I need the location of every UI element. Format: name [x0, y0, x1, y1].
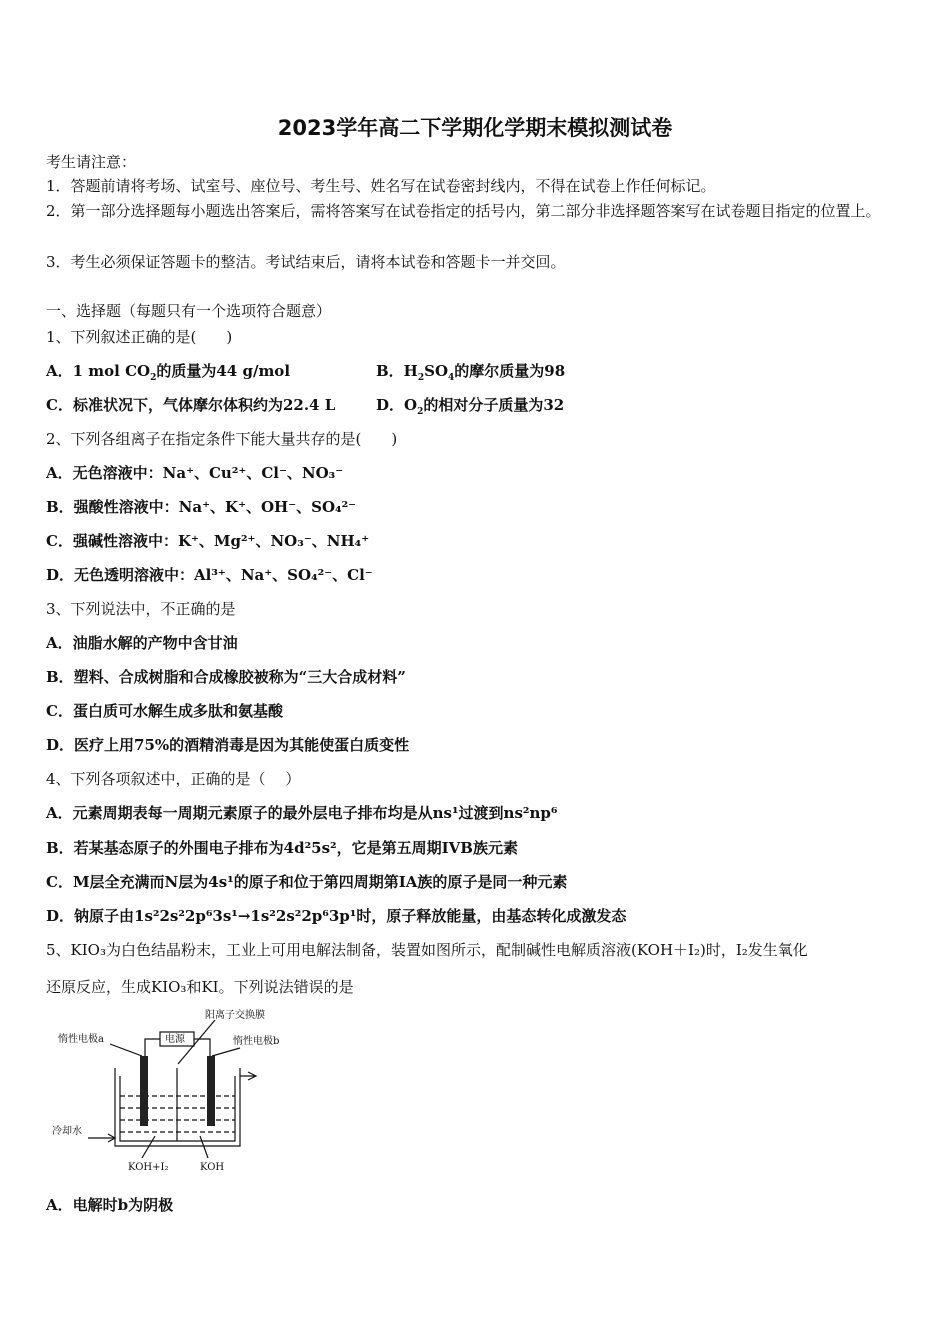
q1-option-d: D．$O_2$的相对分子质量为32: [376, 396, 565, 417]
q3-option-b: B．塑料、合成树脂和合成橡胶被称为“三大合成材料”: [46, 668, 406, 686]
q5-stem-line2: 还原反应，生成KIO₃和KI。下列说法错误的是: [46, 978, 354, 996]
q3-option-a: A．油脂水解的产物中含甘油: [46, 634, 238, 652]
electrode-a-label: 惰性电极a: [58, 1034, 104, 1045]
notice-item-3: 3．考生必须保证答题卡的整洁。考试结束后，请将本试卷和答题卡一并交回。: [46, 253, 566, 271]
power-label: 电源: [165, 1034, 185, 1045]
cooling-water-label: 冷却水: [52, 1126, 82, 1137]
q2-option-b: B．强酸性溶液中：Na⁺、K⁺、OH⁻、SO₄²⁻: [46, 498, 357, 516]
q4-option-d: D．钠原子由1s²2s²2p⁶3s¹→1s²2s²2p⁶3p¹时，原子释放能量，由基态转化成激发态: [46, 907, 627, 925]
q2-stem: 2、下列各组离子在指定条件下能大量共存的是( ): [46, 430, 398, 448]
q3-stem: 3、下列说法中，不正确的是: [46, 600, 236, 618]
right-solution-label: KOH: [200, 1162, 225, 1173]
q3-option-d: D．医疗上用75%的酒精消毒是因为其能使蛋白质变性: [46, 736, 410, 754]
notice-heading: 考生请注意：: [46, 153, 137, 171]
q4-option-a: A．元素周期表每一周期元素原子的最外层电子排布均是从ns¹过渡到ns²np⁶: [46, 804, 558, 822]
left-solution-label: KOH+I₂: [128, 1162, 169, 1173]
q2-option-c: C．强碱性溶液中：K⁺、Mg²⁺、NO₃⁻、NH₄⁺: [46, 532, 370, 550]
q1-stem: 1、下列叙述正确的是( ): [46, 328, 233, 346]
q5-option-a: A．电解时b为阴极: [46, 1196, 174, 1214]
electrode-b: [207, 1056, 215, 1126]
outlet-arrow-icon: [240, 1072, 256, 1080]
electrode-b-label: 惰性电极b: [233, 1036, 280, 1047]
electrode-a: [140, 1056, 148, 1126]
q1-option-c: C．标准状况下，气体摩尔体积约为22.4 L: [46, 396, 336, 414]
q2-option-a: A．无色溶液中：Na⁺、Cu²⁺、Cl⁻、NO₃⁻: [46, 464, 344, 482]
q4-option-b: B．若某基态原子的外围电子排布为4d²5s²，它是第五周期IVB族元素: [46, 839, 518, 857]
section-heading: 一、选择题（每题只有一个选项符合题意）: [46, 302, 332, 320]
electrolysis-apparatus-diagram: [50, 1008, 300, 1178]
q1-option-a: A．1 mol $CO_2$的质量为44 g/mol: [46, 362, 291, 383]
q4-option-c: C．M层全充满而N层为4s¹的原子和位于第四周期第ⅠA族的原子是同一种元素: [46, 873, 568, 891]
q1-option-b: B．$H_2SO_4$的摩尔质量为98: [376, 362, 566, 383]
q5-stem-line1: 5、KIO₃为白色结晶粉末，工业上可用电解法制备，装置如图所示，配制碱性电解质溶液(KOH＋I₂)时，I₂发生氧化: [46, 941, 808, 959]
q4-stem: 4、下列各项叙述中，正确的是（ ）: [46, 770, 301, 788]
page-title: 2023学年高二下学期化学期末模拟测试卷: [277, 116, 673, 140]
notice-item-2: 2．第一部分选择题每小题选出答案后，需将答案写在试卷指定的括号内，第二部分非选择题答案写在试卷题目指定的位置上。: [46, 202, 881, 220]
notice-item-1: 1．答题前请将考场、试室号、座位号、考生号、姓名写在试卷密封线内，不得在试卷上作任何标记。: [46, 177, 716, 195]
q2-option-d: D．无色透明溶液中：Al³⁺、Na⁺、SO₄²⁻、Cl⁻: [46, 566, 373, 584]
q3-option-c: C．蛋白质可水解生成多肽和氨基酸: [46, 702, 283, 720]
membrane-label: 阳离子交换膜: [205, 1010, 265, 1021]
